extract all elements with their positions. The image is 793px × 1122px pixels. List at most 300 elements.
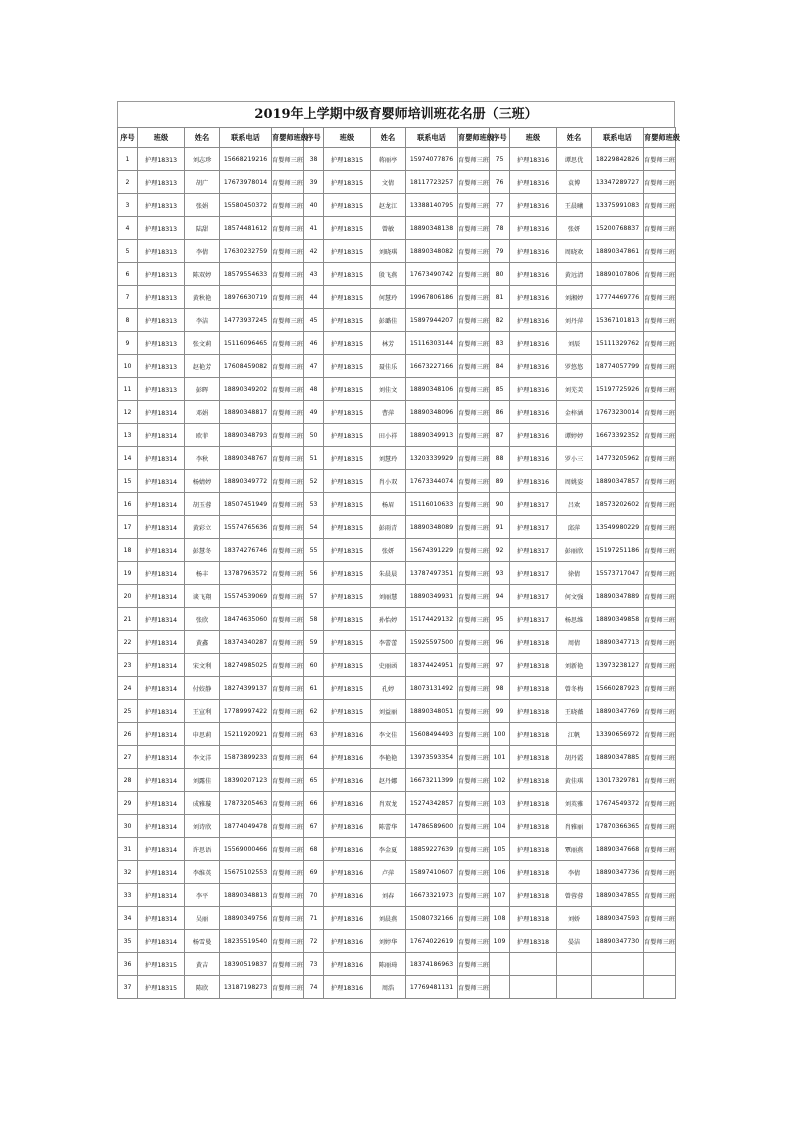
class-cell: 护理18313 bbox=[138, 286, 185, 309]
class-cell: 护理18316 bbox=[510, 355, 557, 378]
seq-cell: 9 bbox=[118, 332, 138, 355]
training-class-cell: 育婴师三班 bbox=[458, 263, 490, 286]
name-cell: 刘志珍 bbox=[185, 148, 220, 171]
phone-cell: 18117723257 bbox=[406, 171, 458, 194]
name-cell: 江帆 bbox=[557, 723, 592, 746]
training-class-cell: 育婴师三班 bbox=[644, 562, 676, 585]
name-cell: 彭雨青 bbox=[371, 516, 406, 539]
phone-cell: 15897410607 bbox=[406, 861, 458, 884]
name-cell: 孔婷 bbox=[371, 677, 406, 700]
name-cell: 赵艳芳 bbox=[185, 355, 220, 378]
seq-cell: 17 bbox=[118, 516, 138, 539]
phone-cell: 18507451949 bbox=[220, 493, 272, 516]
training-class-cell: 育婴师三班 bbox=[272, 516, 304, 539]
name-cell: 黄鑫 bbox=[185, 631, 220, 654]
name-cell: 李文佳 bbox=[371, 723, 406, 746]
name-cell: 杨丰 bbox=[185, 562, 220, 585]
name-cell: 谭思优 bbox=[557, 148, 592, 171]
class-cell: 护理18313 bbox=[138, 355, 185, 378]
seq-cell: 31 bbox=[118, 838, 138, 861]
name-cell: 聂佳乐 bbox=[371, 355, 406, 378]
header-training-class: 育婴师班级 bbox=[644, 128, 676, 148]
name-cell: 卢萍 bbox=[371, 861, 406, 884]
name-cell: 周浩 bbox=[371, 976, 406, 999]
class-cell: 护理18314 bbox=[138, 861, 185, 884]
training-class-cell: 育婴师三班 bbox=[272, 470, 304, 493]
name-cell: 谈飞翔 bbox=[185, 585, 220, 608]
phone-cell: 18235519540 bbox=[220, 930, 272, 953]
seq-cell: 105 bbox=[490, 838, 510, 861]
seq-cell: 41 bbox=[304, 217, 324, 240]
seq-cell: 93 bbox=[490, 562, 510, 585]
seq-cell: 81 bbox=[490, 286, 510, 309]
training-class-cell: 育婴师三班 bbox=[644, 585, 676, 608]
training-class-cell bbox=[644, 953, 676, 976]
phone-cell: 17774469776 bbox=[592, 286, 644, 309]
header-phone: 联系电话 bbox=[406, 128, 458, 148]
class-cell: 护理18318 bbox=[510, 746, 557, 769]
phone-cell: 18474635060 bbox=[220, 608, 272, 631]
seq-cell: 104 bbox=[490, 815, 510, 838]
seq-cell: 68 bbox=[304, 838, 324, 861]
header-class: 班级 bbox=[324, 128, 371, 148]
phone-cell: 17630232759 bbox=[220, 240, 272, 263]
class-cell: 护理18313 bbox=[138, 263, 185, 286]
training-class-cell: 育婴师三班 bbox=[272, 171, 304, 194]
seq-cell: 49 bbox=[304, 401, 324, 424]
header-seq: 序号 bbox=[304, 128, 324, 148]
seq-cell: 102 bbox=[490, 769, 510, 792]
class-cell: 护理18317 bbox=[510, 585, 557, 608]
seq-cell: 71 bbox=[304, 907, 324, 930]
name-cell: 殷飞燕 bbox=[371, 263, 406, 286]
training-class-cell: 育婴师三班 bbox=[458, 815, 490, 838]
class-cell: 护理18313 bbox=[138, 194, 185, 217]
phone-cell: 16673211399 bbox=[406, 769, 458, 792]
training-class-cell: 育婴师三班 bbox=[458, 723, 490, 746]
class-cell: 护理18315 bbox=[324, 654, 371, 677]
name-cell: 黄远清 bbox=[557, 263, 592, 286]
seq-cell: 20 bbox=[118, 585, 138, 608]
phone-cell: 13375991083 bbox=[592, 194, 644, 217]
seq-cell: 52 bbox=[304, 470, 324, 493]
class-cell: 护理18315 bbox=[324, 608, 371, 631]
training-class-cell: 育婴师三班 bbox=[272, 884, 304, 907]
seq-cell: 76 bbox=[490, 171, 510, 194]
seq-cell: 45 bbox=[304, 309, 324, 332]
table-row bbox=[118, 953, 676, 976]
training-class-cell: 育婴师三班 bbox=[644, 907, 676, 930]
seq-cell: 79 bbox=[490, 240, 510, 263]
seq-cell: 6 bbox=[118, 263, 138, 286]
class-cell: 护理18315 bbox=[324, 470, 371, 493]
class-cell: 护理18314 bbox=[138, 493, 185, 516]
training-class-cell: 育婴师三班 bbox=[272, 493, 304, 516]
class-cell: 护理18316 bbox=[510, 194, 557, 217]
class-cell: 护理18315 bbox=[324, 378, 371, 401]
training-class-cell: 育婴师三班 bbox=[458, 907, 490, 930]
name-cell bbox=[557, 976, 592, 999]
phone-cell: 18890348138 bbox=[406, 217, 458, 240]
training-class-cell: 育婴师三班 bbox=[272, 286, 304, 309]
class-cell: 护理18316 bbox=[510, 309, 557, 332]
class-cell: 护理18315 bbox=[324, 332, 371, 355]
phone-cell: 18390207123 bbox=[220, 769, 272, 792]
class-cell: 护理18313 bbox=[138, 332, 185, 355]
training-class-cell: 育婴师三班 bbox=[644, 263, 676, 286]
class-cell: 护理18314 bbox=[138, 401, 185, 424]
phone-cell bbox=[592, 953, 644, 976]
phone-cell: 18890349858 bbox=[592, 608, 644, 631]
header-row bbox=[118, 128, 676, 148]
class-cell: 护理18315 bbox=[138, 953, 185, 976]
class-cell: 护理18315 bbox=[324, 263, 371, 286]
phone-cell: 17673490742 bbox=[406, 263, 458, 286]
training-class-cell: 育婴师三班 bbox=[458, 746, 490, 769]
phone-cell: 18890349772 bbox=[220, 470, 272, 493]
table-row bbox=[118, 884, 676, 907]
name-cell: 王晓薇 bbox=[557, 700, 592, 723]
phone-cell: 18890347713 bbox=[592, 631, 644, 654]
name-cell: 谭婷婷 bbox=[557, 424, 592, 447]
table-row bbox=[118, 792, 676, 815]
table-row bbox=[118, 286, 676, 309]
table-row bbox=[118, 585, 676, 608]
training-class-cell: 育婴师三班 bbox=[644, 148, 676, 171]
seq-cell: 4 bbox=[118, 217, 138, 240]
class-cell: 护理18315 bbox=[324, 424, 371, 447]
phone-cell: 13388140795 bbox=[406, 194, 458, 217]
name-cell: 赵丹娜 bbox=[371, 769, 406, 792]
seq-cell: 10 bbox=[118, 355, 138, 378]
name-cell: 曾冬梅 bbox=[557, 677, 592, 700]
header-seq: 序号 bbox=[118, 128, 138, 148]
training-class-cell: 育婴师三班 bbox=[272, 194, 304, 217]
name-cell: 邱萍 bbox=[557, 516, 592, 539]
name-cell: 陈欣 bbox=[185, 976, 220, 999]
table-row bbox=[118, 263, 676, 286]
roster-title: 2019年上学期中级育婴师培训班花名册（三班） bbox=[117, 101, 675, 127]
phone-cell: 17673978014 bbox=[220, 171, 272, 194]
table-row bbox=[118, 171, 676, 194]
phone-cell: 18859227639 bbox=[406, 838, 458, 861]
name-cell: 李平 bbox=[185, 884, 220, 907]
phone-cell: 15608494493 bbox=[406, 723, 458, 746]
phone-cell: 15660287923 bbox=[592, 677, 644, 700]
class-cell: 护理18316 bbox=[510, 332, 557, 355]
seq-cell: 58 bbox=[304, 608, 324, 631]
training-class-cell: 育婴师三班 bbox=[458, 884, 490, 907]
training-class-cell: 育婴师三班 bbox=[272, 792, 304, 815]
name-cell: 林芳 bbox=[371, 332, 406, 355]
phone-cell: 18274985025 bbox=[220, 654, 272, 677]
class-cell: 护理18314 bbox=[138, 585, 185, 608]
name-cell: 黄彩立 bbox=[185, 516, 220, 539]
training-class-cell: 育婴师三班 bbox=[644, 861, 676, 884]
class-cell: 护理18316 bbox=[510, 447, 557, 470]
training-class-cell: 育婴师三班 bbox=[272, 907, 304, 930]
class-cell: 护理18318 bbox=[510, 792, 557, 815]
name-cell: 杨婧婷 bbox=[185, 470, 220, 493]
table-row bbox=[118, 838, 676, 861]
phone-cell: 18890348096 bbox=[406, 401, 458, 424]
training-class-cell: 育婴师三班 bbox=[458, 424, 490, 447]
training-class-cell: 育婴师三班 bbox=[272, 838, 304, 861]
training-class-cell: 育婴师三班 bbox=[644, 516, 676, 539]
class-cell: 护理18318 bbox=[510, 700, 557, 723]
phone-cell: 15974077876 bbox=[406, 148, 458, 171]
header-class: 班级 bbox=[138, 128, 185, 148]
phone-cell: 18890347857 bbox=[592, 470, 644, 493]
seq-cell: 89 bbox=[490, 470, 510, 493]
roster-sheet bbox=[117, 101, 680, 999]
training-class-cell: 育婴师三班 bbox=[644, 838, 676, 861]
class-cell: 护理18316 bbox=[324, 953, 371, 976]
name-cell: 王晨曦 bbox=[557, 194, 592, 217]
header-seq: 序号 bbox=[490, 128, 510, 148]
training-class-cell: 育婴师三班 bbox=[458, 516, 490, 539]
class-cell: 护理18315 bbox=[324, 171, 371, 194]
seq-cell: 50 bbox=[304, 424, 324, 447]
seq-cell: 34 bbox=[118, 907, 138, 930]
seq-cell: 24 bbox=[118, 677, 138, 700]
training-class-cell: 育婴师三班 bbox=[644, 401, 676, 424]
class-cell: 护理18314 bbox=[138, 723, 185, 746]
phone-cell: 18890348089 bbox=[406, 516, 458, 539]
seq-cell: 106 bbox=[490, 861, 510, 884]
table-row bbox=[118, 332, 676, 355]
seq-cell: 40 bbox=[304, 194, 324, 217]
phone-cell: 18890349756 bbox=[220, 907, 272, 930]
phone-cell: 18073131492 bbox=[406, 677, 458, 700]
table-row bbox=[118, 562, 676, 585]
phone-cell: 13973593354 bbox=[406, 746, 458, 769]
table-row bbox=[118, 654, 676, 677]
name-cell: 杨思维 bbox=[557, 608, 592, 631]
class-cell bbox=[510, 953, 557, 976]
seq-cell bbox=[490, 953, 510, 976]
training-class-cell: 育婴师三班 bbox=[458, 838, 490, 861]
seq-cell: 13 bbox=[118, 424, 138, 447]
seq-cell: 1 bbox=[118, 148, 138, 171]
seq-cell: 18 bbox=[118, 539, 138, 562]
phone-cell: 18374276746 bbox=[220, 539, 272, 562]
class-cell: 护理18316 bbox=[324, 838, 371, 861]
class-cell: 护理18316 bbox=[510, 286, 557, 309]
class-cell: 护理18315 bbox=[324, 516, 371, 539]
training-class-cell: 育婴师三班 bbox=[458, 976, 490, 999]
class-cell: 护理18314 bbox=[138, 838, 185, 861]
name-cell: 刘婷华 bbox=[371, 930, 406, 953]
phone-cell: 17769481131 bbox=[406, 976, 458, 999]
training-class-cell: 育婴师三班 bbox=[458, 562, 490, 585]
training-class-cell: 育婴师三班 bbox=[644, 700, 676, 723]
name-cell: 胡丹霞 bbox=[557, 746, 592, 769]
name-cell: 刘慧玲 bbox=[371, 447, 406, 470]
name-cell: 覃丽燕 bbox=[557, 838, 592, 861]
name-cell: 刘丹萍 bbox=[557, 309, 592, 332]
training-class-cell: 育婴师三班 bbox=[458, 677, 490, 700]
training-class-cell: 育婴师三班 bbox=[644, 493, 676, 516]
table-row bbox=[118, 355, 676, 378]
phone-cell: 18890349202 bbox=[220, 378, 272, 401]
name-cell: 刘晓琪 bbox=[371, 240, 406, 263]
table-row bbox=[118, 447, 676, 470]
name-cell: 邓娟 bbox=[185, 401, 220, 424]
phone-cell: 18274399137 bbox=[220, 677, 272, 700]
name-cell: 胡玉蓉 bbox=[185, 493, 220, 516]
name-cell: 吕欢 bbox=[557, 493, 592, 516]
phone-cell: 13390656972 bbox=[592, 723, 644, 746]
name-cell: 李倩 bbox=[185, 240, 220, 263]
class-cell: 护理18315 bbox=[324, 585, 371, 608]
training-class-cell: 育婴师三班 bbox=[272, 976, 304, 999]
class-cell: 护理18316 bbox=[510, 148, 557, 171]
phone-cell: 16673321973 bbox=[406, 884, 458, 907]
table-row bbox=[118, 930, 676, 953]
phone-cell: 14773937245 bbox=[220, 309, 272, 332]
phone-cell: 13203339929 bbox=[406, 447, 458, 470]
name-cell: 李洁 bbox=[185, 309, 220, 332]
seq-cell: 74 bbox=[304, 976, 324, 999]
training-class-cell bbox=[644, 976, 676, 999]
phone-cell: 15116303144 bbox=[406, 332, 458, 355]
training-class-cell: 育婴师三班 bbox=[644, 171, 676, 194]
training-class-cell: 育婴师三班 bbox=[272, 240, 304, 263]
training-class-cell: 育婴师三班 bbox=[272, 746, 304, 769]
phone-cell: 18374186963 bbox=[406, 953, 458, 976]
name-cell: 刘丽慧 bbox=[371, 585, 406, 608]
table-row bbox=[118, 608, 676, 631]
seq-cell: 87 bbox=[490, 424, 510, 447]
phone-cell: 18374340287 bbox=[220, 631, 272, 654]
training-class-cell: 育婴师三班 bbox=[458, 700, 490, 723]
table-row bbox=[118, 539, 676, 562]
phone-cell: 18774057799 bbox=[592, 355, 644, 378]
training-class-cell: 育婴师三班 bbox=[644, 792, 676, 815]
phone-cell: 15200768837 bbox=[592, 217, 644, 240]
seq-cell: 15 bbox=[118, 470, 138, 493]
name-cell: 张妍 bbox=[557, 217, 592, 240]
training-class-cell: 育婴师三班 bbox=[644, 539, 676, 562]
seq-cell: 55 bbox=[304, 539, 324, 562]
class-cell: 护理18316 bbox=[510, 470, 557, 493]
class-cell: 护理18315 bbox=[324, 148, 371, 171]
phone-cell: 14773205962 bbox=[592, 447, 644, 470]
seq-cell: 75 bbox=[490, 148, 510, 171]
name-cell: 彭慧冬 bbox=[185, 539, 220, 562]
class-cell: 护理18318 bbox=[510, 884, 557, 907]
class-cell: 护理18318 bbox=[510, 907, 557, 930]
training-class-cell: 育婴师三班 bbox=[644, 654, 676, 677]
class-cell: 护理18314 bbox=[138, 884, 185, 907]
class-cell: 护理18318 bbox=[510, 723, 557, 746]
seq-cell: 107 bbox=[490, 884, 510, 907]
class-cell bbox=[510, 976, 557, 999]
class-cell: 护理18316 bbox=[510, 424, 557, 447]
class-cell: 护理18314 bbox=[138, 769, 185, 792]
seq-cell: 100 bbox=[490, 723, 510, 746]
header-name: 姓名 bbox=[185, 128, 220, 148]
seq-cell: 65 bbox=[304, 769, 324, 792]
phone-cell: 15873899233 bbox=[220, 746, 272, 769]
class-cell: 护理18314 bbox=[138, 424, 185, 447]
class-cell: 护理18314 bbox=[138, 608, 185, 631]
table-row bbox=[118, 378, 676, 401]
phone-cell: 13017329781 bbox=[592, 769, 644, 792]
class-cell: 护理18315 bbox=[324, 355, 371, 378]
name-cell: 陈丽琦 bbox=[371, 953, 406, 976]
phone-cell: 18573202602 bbox=[592, 493, 644, 516]
phone-cell: 18890348817 bbox=[220, 401, 272, 424]
training-class-cell: 育婴师三班 bbox=[272, 332, 304, 355]
training-class-cell: 育婴师三班 bbox=[644, 309, 676, 332]
seq-cell: 48 bbox=[304, 378, 324, 401]
name-cell: 刘露佳 bbox=[185, 769, 220, 792]
class-cell: 护理18313 bbox=[138, 378, 185, 401]
training-class-cell: 育婴师三班 bbox=[272, 861, 304, 884]
seq-cell: 12 bbox=[118, 401, 138, 424]
class-cell: 护理18317 bbox=[510, 608, 557, 631]
training-class-cell: 育婴师三班 bbox=[458, 493, 490, 516]
phone-cell: 18890348813 bbox=[220, 884, 272, 907]
name-cell: 肖双龙 bbox=[371, 792, 406, 815]
training-class-cell: 育婴师三班 bbox=[272, 424, 304, 447]
phone-cell: 18890347769 bbox=[592, 700, 644, 723]
name-cell: 胡广 bbox=[185, 171, 220, 194]
name-cell: 李倩 bbox=[557, 861, 592, 884]
table-row bbox=[118, 677, 676, 700]
seq-cell: 73 bbox=[304, 953, 324, 976]
seq-cell: 92 bbox=[490, 539, 510, 562]
class-cell: 护理18316 bbox=[510, 401, 557, 424]
training-class-cell: 育婴师三班 bbox=[272, 539, 304, 562]
name-cell: 黄佳琪 bbox=[557, 769, 592, 792]
class-cell: 护理18315 bbox=[324, 447, 371, 470]
phone-cell: 18574481612 bbox=[220, 217, 272, 240]
name-cell: 刘诗欣 bbox=[185, 815, 220, 838]
training-class-cell: 育婴师三班 bbox=[458, 585, 490, 608]
training-class-cell: 育婴师三班 bbox=[272, 700, 304, 723]
name-cell: 曹萍 bbox=[371, 401, 406, 424]
class-cell: 护理18314 bbox=[138, 907, 185, 930]
table-row bbox=[118, 194, 676, 217]
phone-cell: 13347289727 bbox=[592, 171, 644, 194]
phone-cell: 18890347861 bbox=[592, 240, 644, 263]
name-cell: 杨雪曼 bbox=[185, 930, 220, 953]
name-cell: 李文洋 bbox=[185, 746, 220, 769]
name-cell: 刘湘婷 bbox=[557, 286, 592, 309]
seq-cell: 59 bbox=[304, 631, 324, 654]
name-cell: 曾敏 bbox=[371, 217, 406, 240]
training-class-cell: 育婴师三班 bbox=[644, 194, 676, 217]
training-class-cell: 育婴师三班 bbox=[644, 769, 676, 792]
name-cell bbox=[557, 953, 592, 976]
name-cell: 王宣利 bbox=[185, 700, 220, 723]
phone-cell: 16673392352 bbox=[592, 424, 644, 447]
phone-cell: 15674391229 bbox=[406, 539, 458, 562]
seq-cell: 36 bbox=[118, 953, 138, 976]
phone-cell: 15111329762 bbox=[592, 332, 644, 355]
class-cell: 护理18318 bbox=[510, 930, 557, 953]
class-cell: 护理18316 bbox=[510, 378, 557, 401]
seq-cell: 14 bbox=[118, 447, 138, 470]
class-cell: 护理18314 bbox=[138, 516, 185, 539]
name-cell: 金梓涵 bbox=[557, 401, 592, 424]
name-cell: 付姣静 bbox=[185, 677, 220, 700]
training-class-cell: 育婴师三班 bbox=[272, 723, 304, 746]
table-row bbox=[118, 700, 676, 723]
